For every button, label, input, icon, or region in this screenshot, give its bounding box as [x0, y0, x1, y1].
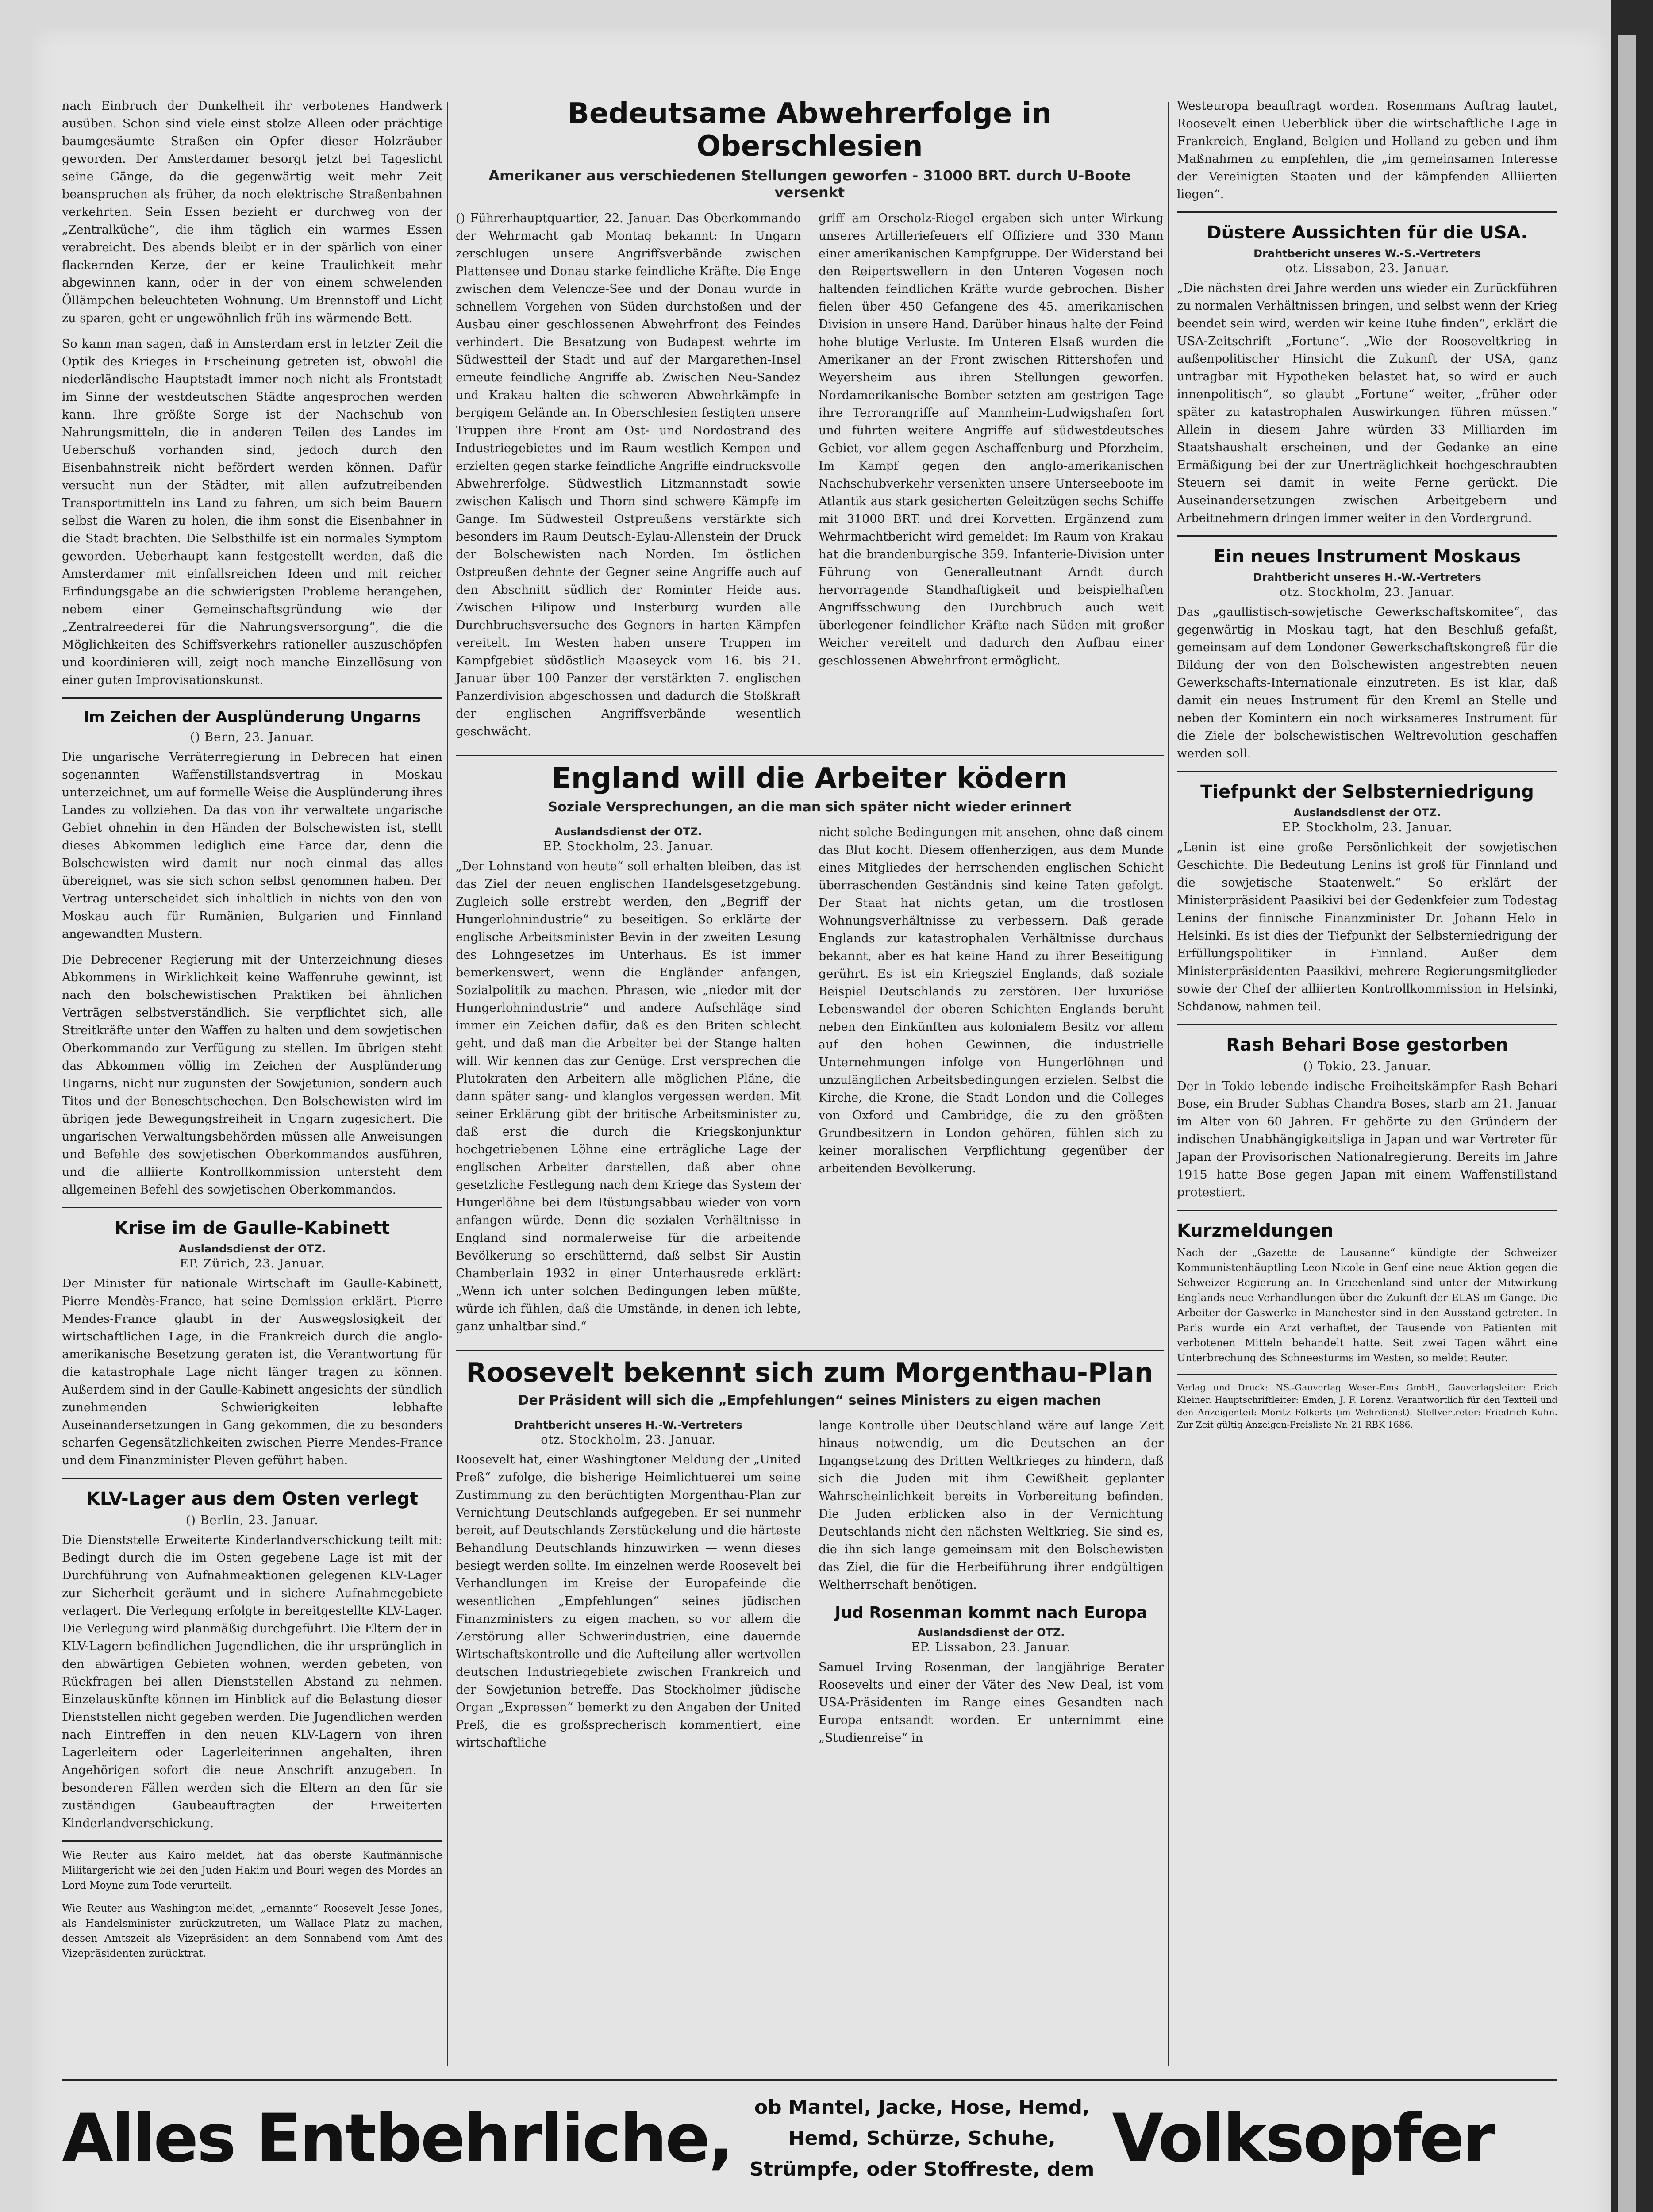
ad-line: Strümpfe, oder Stoffreste, dem	[750, 2158, 1095, 2181]
article-text: nach Einbruch der Dunkelheit ihr verbotenes Handwerk ausüben. Schon sind viele einst stolze Alleen oder prächtige baumgesäumte Straßen ein Opfer dieser Holzräuber geworden. Der Amsterdamer besorgt jetzt bei Tageslicht seine Gänge, da die gegenwärtig weit mehr Zeit beanspruchen als früher, da noch elektrische Straßenbahnen verkehrten. Sein Essen bezieht er durchweg von der „Zentralküche“, die ihm täglich ein warmes Essen verabreicht. Des abends bleibt er in der spärlich von einer flackernden Kerze, der er keine Traulichkeit mehr abgewinnen kann, oder in der von einem schwelenden Öllämpchen beleuchteten Wohnung. Um Brennstoff und Licht zu sparen, geht er ungewöhnlich früh ins wärmende Bett.	[62, 99, 442, 325]
article-text: „Der Lohnstand von heute“ soll erhalten bleiben, das ist das Ziel der neuen englischen Handelsgesetzgebung. Zugleich solle erstrebt werden, den „Begriff der Hungerlohnindustrie“ zu beseitigen. So erklärte der englische Arbeitsminister Bevin in der zweiten Lesung des Lohngesetzes im Unterhaus. Es ist immer bemerkenswert, wenn die Engländer anfangen, Sozialpolitik zu machen. Phrasen, wie „nieder mit der Hungerlohnindustrie“ und andere Aufschläge sind immer ein Zeichen dafür, daß es den Briten schlecht geht, und daß man die Arbeiter bei der Stange halten will. Wir kennen das zur Genüge. Erst versprechen die Plutokraten den Arbeitern alle möglichen Pläne, die dann später sang- und klanglos vergessen werden. Mit seiner Erklärung gibt der britische Arbeitsminister zu, daß erst die durch die Kriegskonjunktur hochgetriebenen Löhne eine erträgliche Lage der englischen Arbeiter darstellen, daß aber ohne gesetzliche Festlegung nach dem Kriege das System der Hungerlöhne bei dem Rüstungsabbau wieder von vorn anfangen würde. Denn die sozialen Verhältnisse in England sind normalerweise für die arbeitende Bevölkerung so erschütternd, daß selbst Sir Austin Chamberlain 1932 in einer Unterhausrede erklärt: „Wenn ich unter solchen Bedingungen leben müßte, würde ich fühlen, daß die Umstände, in denen ich lebte, ganz unhaltbar sind.“	[456, 860, 801, 1333]
article-heading: KLV-Lager aus dem Osten verlegt	[86, 1489, 419, 1509]
article-heading: Düstere Aussichten für die USA.	[1207, 223, 1528, 243]
divider	[1177, 1024, 1557, 1025]
headline: England will die Arbeiter ködern	[552, 762, 1068, 795]
divider	[62, 697, 442, 699]
column-center	[456, 97, 1164, 1760]
divider	[1177, 535, 1557, 537]
byline: Drahtbericht unseres W.-S.-Vertreters	[1253, 247, 1481, 260]
dateline: otz. Lissabon, 23. Januar.	[1285, 261, 1449, 275]
article-heading: Rash Behari Bose gestorben	[1226, 1035, 1508, 1055]
article-text: Der in Tokio lebende indische Freiheitskämpfer Rash Behari Bose, ein Bruder Subhas Chandra Boses, starb am 21. Januar im Alter von 60 Jahren. Er gehörte zu den Gründern der indischen Unabhängigkeitsliga in Japan und war Vertreter für Japan der Provisorischen Nationalregierung. Bereits im Jahre 1915 hatte Bose gegen Japan mit einem Waffenstillstand protestiert.	[1177, 1079, 1557, 1199]
article-text: Roosevelt hat, einer Washingtoner Meldung der „United Preß“ zufolge, die bisherige Heimlichtuerei um seine Zustimmung zu den berüchtigten Morgenthau-Plan zur Vernichtung Deutschlands aufgegeben. Er sei nunmehr bereit, auf Deutschlands Zerstückelung und die härteste Behandlung Deutschlands hinzuwirken — wenn dieses besiegt werden sollte. Im einzelnen werde Roosevelt bei Verhandlungen im Kreise der Europafeinde die wesentlichen „Empfehlungen“ seines jüdischen Finanzministers zu eigen machen, so vor allem die Zerstörung aller Schwerindustrien, eine dauernde Wirtschaftskontrolle und die Aufteilung aller wertvollen deutschen Industriegebiete zwischen Frankreich und der Sowjetunion betreffe. Das Stockholmer jüdische Organ „Expressen“ bemerkt zu den Angaben der United Preß, die es großsprecherisch kommentiert, eine wirtschaftliche	[456, 1453, 801, 1750]
divider	[1177, 1374, 1557, 1375]
ad-line: Hemd, Schürze, Schuhe,	[788, 2127, 1056, 2150]
dateline: EP. Stockholm, 23. Januar.	[543, 840, 714, 853]
headline: Bedeutsame Abwehrerfolge in Oberschlesien	[568, 97, 1052, 163]
column-rule	[447, 102, 448, 2066]
article-text: Die Debrecener Regierung mit der Unterzeichnung dieses Abkommens in Wirklichkeit keine Waffenruhe gewinnt, ist nach den bolschewistischen Praktiken bei ähnlichen Verträgen selbstverständlich. Sie verpflichtet sich, alle Streitkräfte unter den Waffen zu halten und dem sowjetischen Oberkommando zur Verfügung zu stellen. Im übrigen steht das Abkommen völlig im Zeichen der Ausplünderung Ungarns, nicht nur zugunsten der Sowjetunion, sondern auch Titos und der Beneschtschechen. Den Bolschewisten wird im übrigen jede Bewegungsfreiheit in Ungarn zugesichert. Die ungarischen Verwaltungsbehörden müssen alle Anweisungen und Befehle des sowjetischen Oberkommandos ausführen, und die alliierte Kontrollkommission untersteht dem allgemeinen Befehl des sowjetischen Oberkommandos.	[62, 953, 442, 1197]
news-brief: Wie Reuter aus Washington meldet, „ernannte“ Roosevelt Jesse Jones, als Handelsminister zurückzutreten, um Wallace Platz zu machen, dessen Amtszeit als Vizepräsident an dem Sonnabend vom Amt des Vizepräsidenten zurücktrat.	[62, 1903, 442, 1959]
article-text: Der Minister für nationale Wirtschaft im Gaulle-Kabinett, Pierre Mendès-France, hat seine Demission erklärt. Pierre Mendes-France glaubt in der Auswegslosigkeit der wirtschaftlichen Lage, in die Frankreich durch die anglo-amerikanische Besetzung geraten ist, die Verantwortung für die katastrophale Lage nicht länger tragen zu können. Außerdem sind in der Gaulle-Kabinett angesichts der sündlich zunehmenden Schwierigkeiten lebhafte Auseinandersetzungen in Gang gekommen, die zu besonders scharfen Gegensätzlichkeiten zwischen Pierre Mendes-France und dem Finanzminister Pleven geführt haben.	[62, 1277, 442, 1467]
byline: Auslandsdienst der OTZ.	[178, 1243, 326, 1255]
dateline: otz. Stockholm, 23. Januar.	[1280, 585, 1455, 599]
article-text: lange Kontrolle über Deutschland wäre auf lange Zeit hinaus notwendig, um die Deutschen an der Ingangsetzung des Dritten Weltkrieges zu hindern, daß sich die Juden mit ihm Gewißheit geplanter Wahrscheinlichkeit bereits in Vorbereitung befinden. Die Juden erblicken also in der Vernichtung Deutschlands nicht den nächsten Weltkrieg. Sie sind es, die ihn sich lange gemeinsam mit den Bolschewisten das Ziel, die für die Herbeiführung ihrer endgültigen Weltherrschaft benötigen.	[819, 1419, 1164, 1592]
dateline: EP. Lissabon, 23. Januar.	[911, 1640, 1071, 1654]
byline: Auslandsdienst der OTZ.	[554, 826, 702, 838]
advertisement-banner	[62, 2079, 1557, 2196]
article-text: Die ungarische Verräterregierung in Debrecen hat einen sogenannten Waffenstillstandsvertrag in Moskau unterzeichnet, um auf formelle Weise die Ausplünderung ihres Landes zu vollziehen. Da das von ihr verwaltete ungarische Gebiet ohnehin in den Händen der Bolschewisten ist, stellt dieses Abkommen lediglich eine Farce dar, denn die Bolschewisten wird damit nur noch einmal das alles übereignet, was sie sich schon selbst genommen haben. Der Vertrag unterscheidet sich inhaltlich in nichts von den von Moskau auch für Rumänien, Bulgarien und Finnland angewandten Mustern.	[62, 750, 442, 941]
divider	[62, 1207, 442, 1208]
subheadline: Der Präsident will sich die „Empfehlungen“ seines Ministers zu eigen machen	[518, 1393, 1102, 1408]
dateline: EP. Zürich, 23. Januar.	[180, 1257, 325, 1271]
dateline: () Berlin, 23. Januar.	[185, 1513, 319, 1527]
article-text: So kann man sagen, daß in Amsterdam erst in letzter Zeit die Optik des Krieges in Erscheinung getreten ist, obwohl die niederländische Hauptstadt immer noch nicht als Frontstadt im Sinne der westdeutschen Städte angesprochen werden kann. Ihre größte Sorge ist der Nachschub von Nahrungsmitteln, die in anderen Teilen des Landes im Ueberschuß vorhanden sind, jedoch durch den Eisenbahnstreik nicht befördert werden können. Dafür versucht nun der Städter, mit allen aufzutreibenden Transportmitteln ins Land zu fahren, um sich beim Bauern selbst die Waren zu holen, die ihm sonst die Eisenbahner in die Stadt brachten. Die Selbsthilfe ist ein normales Symptom geworden. Ueberhaupt kann festgestellt werden, daß die Amsterdamer mit einfallsreichen Ideen und mit reicher Erfindungsgabe an die schwierigsten Probleme herangehen, nebem einer Gemeinschaftsgründung wie der „Zentralreederei für die Nahrungsversorgung“, die die Möglichkeiten des Schiffsverkehrs rationeller auszuschöpfen und koordinieren will, zeigt noch manche Einzellösung von einer guten Improvisationskunst.	[62, 337, 442, 687]
byline: Auslandsdienst der OTZ.	[1293, 806, 1441, 819]
article-text: Nach der „Gazette de Lausanne“ kündigte der Schweizer Kommunistenhäuptling Leon Nicole in Genf eine neue Aktion gegen die Schweizer Regierung an. In Griechenland sind unter der Mitwirkung Englands neue Verhandlungen über die Zukunft der ELAS im Gange. Die Arbeiter der Gaswerke in Manchester sind in den Ausstand getreten. In Paris wurde ein Arzt verhaftet, der Tausende von Patienten mit verbotenen Mitteln behandelt hatte. Seit zwei Tagen währt eine Unterbrechung des Schneesturms im Westen, so meldet Reuter.	[1177, 1247, 1557, 1364]
dateline: () Bern, 23. Januar.	[190, 730, 315, 744]
article-text: „Die nächsten drei Jahre werden uns wieder ein Zurückführen zu normalen Verhältnissen bringen, und selbst wenn der Krieg beendet sein wird, werden wir keine Ruhe finden“, erklärt die USA-Zeitschrift „Fortune“. „Wie der Rooseveltkrieg in außenpolitischer Hinsicht die Zukunft der USA, ganz untragbar mit Hypotheken belastet hat, so wird er auch innenpolitisch“, so glaubt „Fortune“ weiter, „früher oder später zu katastrophalen Auswirkungen führen müssen.“ Allein in diesem Jahre würden 33 Milliarden im Staatshaushalt erscheinen, und der Gedanke an eine Ermäßigung bei der zur Unerträglichkeit hochgeschraubten Steuern sei damit in weite Ferne gerückt. Die Auseinandersetzungen zwischen Arbeitgebern und Arbeitnehmern dringen immer weiter in den Vordergrund.	[1177, 281, 1557, 525]
article-text: griff am Orscholz-Riegel ergaben sich unter Wirkung unseres Artilleriefeuers elf Offiziere und 330 Mann einer amerikanischen Kampfgruppe. Der Widerstand bei den Reipertswellern in den Unteren Vogesen noch haltenden feindlichen Kräfte wurde gebrochen. Bisher fielen über 450 Gefangene des 45. amerikanischen Division in unsere Hand. Darüber hinaus halte der Feind hohe blutige Verluste. Im Unteren Elsaß wurden die Amerikaner an der Front zwischen Rittershofen und Weyersheim aus ihren Stellungen geworfen. Nordamerikanische Bomber setzten am gestrigen Tage ihre Terrorangriffe auf Mannheim-Ludwigshafen fort und führten weitere Angriffe auf südwestdeutsches Gebiet, vor allem gegen Aschaffenburg und Pforzheim. Im Kampf gegen den anglo-amerikanischen Nachschubverkehr versenkten unsere Unterseeboote im Atlantik aus stark gesicherten Geleitzügen sechs Schiffe mit 31000 BRT. und drei Korvetten. Ergänzend zum Wehrmachtbericht wird gemeldet: Im Raum von Krakau hat die brandenburgische 359. Infanterie-Division unter Führung von Generalleutnant Arndt durch hervorragende Standhaftigkeit und beispielhaften Angriffsschwung den Durchbruch auch weit überlegener feindlicher Kräfte nach Süden mit großer Weicher vereitelt und dadurch den Aufbau einer geschlossenen Abwehrfront ermöglicht.	[819, 211, 1164, 668]
news-brief: Wie Reuter aus Kairo meldet, hat das oberste Kaufmännische Militärgericht wie bei den Juden Hakim und Bouri wegen des Mordes an Lord Moyne zum Tode verurteilt.	[62, 1850, 442, 1891]
article-text: () Führerhauptquartier, 22. Januar. Das Oberkommando der Wehrmacht gab Montag bekannt: In Ungarn zerschlugen unsere Angriffsverbände zwischen Plattensee und Donau starke feindliche Kräfte. Die Enge zwischen dem Velencze-See und der Donau wurde in schnellem Vorgehen von Süden durchstoßen und der Ausbau einer geschlossenen Abwehrfront des Feindes verhindert. Die Besatzung von Budapest wehrte im Südwestteil der Stadt und auf der Margarethen-Insel erneute feindliche Angriffe ab. Zwischen Neu-Sandez und Krakau halten die schweren Abwehrkämpfe in bergigem Gelände an. In Oberschlesien festigten unsere Truppen ihre Front am Ost- und Nordostrand des Industriegebietes und im Raum westlich Kempen und erzielten gegen starke feindliche Angriffe eindrucksvolle Abwehrerfolge. Südwestlich Litzmannstadt sowie zwischen Kalisch und Thorn sind schwere Kämpfe im Gange. Im Südwesteil Ostpreußens verstärkte sich besonders im Raum Deutsch-Eylau-Allenstein der Druck der Bolschewisten nach Norden. Im östlichen Ostpreußen dehnte der Gegner seine Angriffe auch auf den Abschnitt südlich der Rominter Heide aus. Zwischen Filipow und Insterburg wurden alle Durchbruchsversuche des Gegners in harten Kämpfen vereitelt. Im Westen haben unsere Truppen im Kampfgebiet südöstlich Maaseyck vom 16. bis 21. Januar über 100 Panzer der verstärkten 7. englischen Panzerdivision abgeschossen und dadurch die Stoßkraft der englischen Angriffsverbände wesentlich geschwächt.	[456, 211, 801, 738]
article-heading: Krise im de Gaulle-Kabinett	[115, 1218, 390, 1238]
divider	[456, 755, 1164, 756]
article-text: Westeuropa beauftragt worden. Rosenmans Auftrag lautet, Roosevelt einen Ueberblick über die wirtschaftliche Lage in Frankreich, England, Belgien und Holland zu geben und ihm Maßnahmen zu empfehlen, die „im gemeinsamen Interesse der Vereinigten Staaten und der kämpfenden Alliierten liegen“.	[1177, 99, 1557, 201]
dateline: otz. Stockholm, 23. Januar.	[541, 1433, 716, 1447]
divider	[62, 1840, 442, 1842]
divider	[62, 1478, 442, 1479]
column-right	[1177, 97, 1557, 1439]
article-heading: Ein neues Instrument Moskaus	[1213, 546, 1521, 567]
byline: Auslandsdienst der OTZ.	[917, 1626, 1065, 1639]
divider	[456, 1350, 1164, 1351]
article-columns	[456, 210, 1164, 749]
subheadline: Soziale Versprechungen, an die man sich später nicht wieder erinnert	[548, 799, 1072, 815]
article-heading: Jud Rosenman kommt nach Europa	[835, 1604, 1147, 1622]
dateline: EP. Stockholm, 23. Januar.	[1282, 821, 1453, 834]
ad-middle-text	[750, 2092, 1094, 2185]
article-columns	[456, 1417, 1164, 1760]
page-edge	[1611, 0, 1653, 2212]
article-text: Das „gaullistisch-sowjetische Gewerkschaftskomitee“, das gegenwärtig in Moskau tagt, hat den Beschluß gefaßt, gemeinsam auf dem Londoner Gewerkschaftskongreß für die Bildung der von den Bolschewisten angestrebten neuen Gewerkschafts-Internationale einzutreten. Es ist klar, daß damit ein neues Instrument für den Kreml an Stelle und neben der Komintern ein noch wirksameres Instrument für die Ziele der bolschewistischen Weltrevolution geschaffen werden soll.	[1177, 605, 1557, 760]
article-text: Die Dienststelle Erweiterte Kinderlandverschickung teilt mit: Bedingt durch die im Osten gegebene Lage ist mit der Durchführung von Aufnahmeaktionen gelegenen KLV-Lager zur Sicherheit geräumt und in sichere Aufnahmegebiete verlagert. Die Verlegung erfolgte in bereitgestellte KLV-Lager. Die Verlegung wird planmäßig durchgeführt. Die Eltern der in KLV-Lagern befindlichen Jugendlichen, die ihr ursprünglich in den abwärtigen Gebieten wohnen, werden gebeten, von Rückfragen bei allen Dienststellen Abstand zu nehmen. Einzelauskünfte können im Hinblick auf die Belastung dieser Dienststellen nicht gegeben werden. Die Jugendlichen werden nach Eintreffen in den neuen KLV-Lagern von ihren Lagerleitern oder Lagerleiterinnen angehalten, ihren Angehörigen sofort die neue Anschrift anzugeben. In besonderen Fällen werden sich die Eltern an den für sie zuständigen Gaubeauftragten der Erweiterten Kinderlandverschickung.	[62, 1533, 442, 1830]
article-text: Samuel Irving Rosenman, der langjährige Berater Roosevelts und einer der Väter des New Deal, ist vom USA-Präsidenten im Range eines Gesandten nach Europa entsandt worden. Er unternimmt eine „Studienreise“ in	[819, 1660, 1164, 1745]
article-text: nicht solche Bedingungen mit ansehen, ohne daß einem das Blut kocht. Diesem offenherzigen, aus dem Munde eines Mitgliedes der herrschenden englischen Schicht überraschenden Geständnis sind keine Taten gefolgt. Der Staat hat nichts getan, um die trostlosen Wohnungsverhältnisse zu verbessern. Daß gerade Englands zur katastrophalen Verhältnisse durchaus bekannt, aber es hat keine Hand zu ihrer Beseitigung gerührt. Es ist ein Kriegsziel Englands, daß soziale Beispiel Deutschlands zu zerstören. Der luxuriöse Lebenswandel der oberen Schichten Englands beruht neben den Einkünften aus kolonialem Besitz vor allem auf den hohen Gewinnen, die industrielle Unternehmungen infolge von Hungerlöhnen und unzulänglichen Arbeitsbedingungen erzielen. Selbst die Kirche, die Krone, die Stadt London und die Colleges von Oxford und Cambridge, die zu den größten Grundbesitzern in London gehören, fühlen sich zu keiner moralischen Verpflichtung gegenüber der arbeitenden Bevölkerung.	[819, 826, 1164, 1175]
divider	[1177, 771, 1557, 772]
ad-headline-right: Volksopfer	[1112, 2100, 1494, 2177]
divider	[1177, 211, 1557, 213]
byline: Drahtbericht unseres H.-W.-Vertreters	[1253, 571, 1481, 584]
article-heading: Im Zeichen der Ausplünderung Ungarns	[83, 708, 421, 726]
column-left	[62, 97, 442, 1969]
column-rule	[1168, 102, 1169, 2066]
byline: Drahtbericht unseres H.-W.-Vertreters	[514, 1419, 742, 1431]
article-text: „Lenin ist eine große Persönlichkeit der sowjetischen Geschichte. Die Bedeutung Lenins ist groß für Finnland und die sowjetische Staatenwelt.“ So erklärt der Ministerpräsident Paasikivi bei der Gedenkfeier zum Todestag Lenins der finnische Finanzminister Dr. Johann Helo in Helsinki. Es ist dies der Tiefpunkt der Selbsterniedrigung der Erfüllungspolitiker in Finnland. Außer dem Ministerpräsidenten Paasikivi, mehrere Regierungsmitglieder sowie der Chef der alliierten Kontrollkommission in Helsinki, Schdanow, nahmen teil.	[1177, 841, 1557, 1014]
dateline: () Tokio, 23. Januar.	[1303, 1060, 1431, 1073]
divider	[1177, 1210, 1557, 1211]
article-heading: Kurzmeldungen	[1177, 1221, 1334, 1241]
article-heading: Tiefpunkt der Selbsterniedrigung	[1200, 782, 1534, 802]
ad-line: ob Mantel, Jacke, Hose, Hemd,	[754, 2096, 1090, 2119]
subheadline: Amerikaner aus verschiedenen Stellungen geworfen - 31000 BRT. durch U-Boote versenkt	[488, 167, 1131, 201]
imprint: Verlag und Druck: NS.-Gauverlag Weser-Ems GmbH., Gauverlagsleiter: Erich Kleiner. Hauptschriftleiter: Emden, J. F. Lorenz. Verantwortlich für den Textteil und den Anzeigenteil: Moritz Folkerts (im Wehrdienst). Stellvertreter: Friedrich Kuhn. Zur Zeit gültig Anzeigen-Preisliste Nr. 21 RBK 1686.	[1177, 1382, 1557, 1430]
headline: Roosevelt bekennt sich zum Morgenthau-Plan	[466, 1357, 1153, 1388]
article-columns	[456, 824, 1164, 1344]
ad-headline-left: Alles Entbehrliche,	[62, 2100, 732, 2177]
